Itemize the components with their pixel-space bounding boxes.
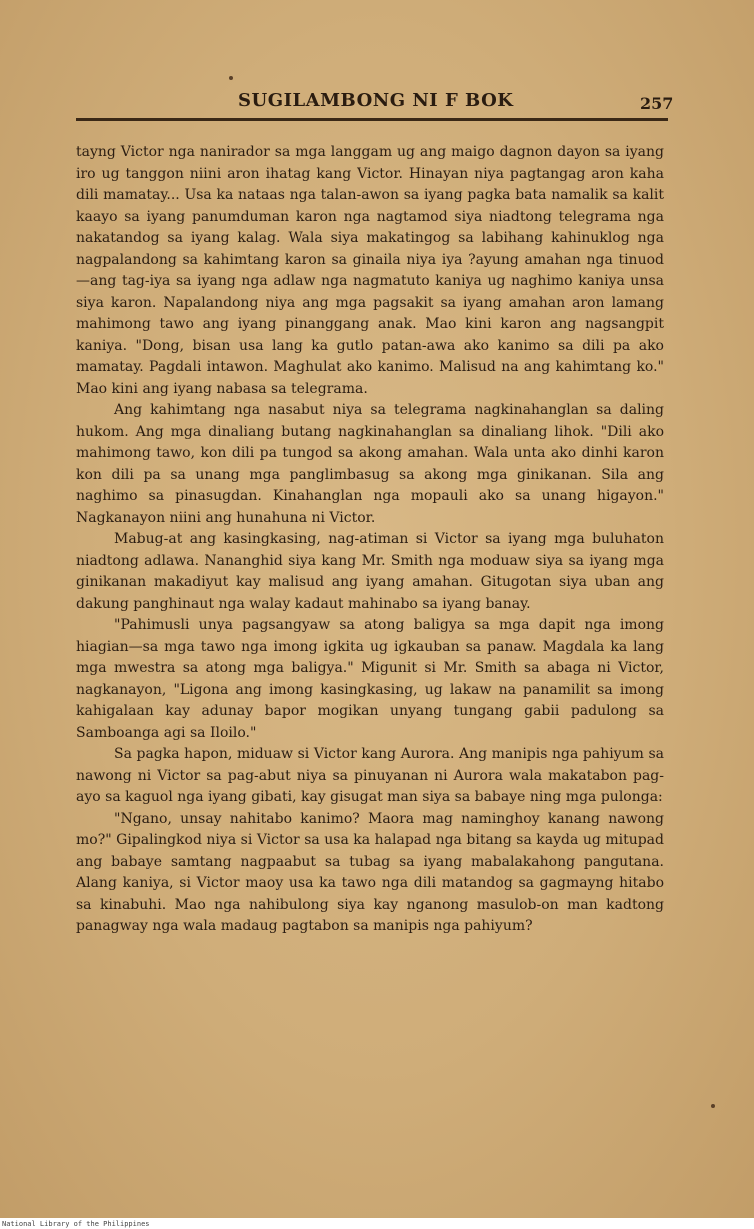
page-number: 257 (640, 94, 674, 113)
paragraph-1: tayng Victor nga nanirador sa mga langgam ug ang maigo dagnon dayon sa iyang iro ug tanggon niini aron ihatag kang Victor. Hinayan niya pagtangag aron kaha dili mamatay... Usa ka nataas nga talan-awon sa iyang pagka bata namalik sa kalit kaayo sa iyang panumduman karon nga nagtamod siya niadtong telegrama nga nakatandog sa iyang kalag. Wala siya makatingog sa labihang kahinuklog nga nagpalandong sa kahimtang karon sa ginaila niya iya ?ayung amahan nga tinuod—ang tag-iya sa iyang nga adlaw nga nagmatuto kaniya ug naghimo kaniya unsa siya karon. Napalandong niya ang mga pagsakit sa iyang amahan aron lamang mahimong tawo ang iyang pinanggang anak. Mao kini karon ang nagsangpit kaniya. "Dong, bisan usa lang ka gutlo patan-awa ako kanimo sa dili pa ako mamatay. Pagdali intawon. Maghulat ako kanimo. Malisud na ang kahimtang ko." Mao kini ang iyang nabasa sa telegrama. (76, 144, 664, 397)
page-header (0, 90, 754, 120)
print-speck (229, 76, 233, 80)
paragraph-4: "Pahimusli unya pagsangyaw sa atong baligya sa mga dapit nga imong hiagian—sa mga tawo nga imong igkita ug igkauban sa panaw. Magdala ka lang mga mwestra sa atong mga baligya." Migunit si Mr. Smith sa abaga ni Victor, nagkanayon, "Ligona ang imong kasingkasing, ug lakaw na panamilit sa imong kahigalaan kay adunay bapor mogikan unyang tungang gabii padulong sa Samboanga agi sa Iloilo." (76, 617, 664, 741)
header-rule (76, 118, 668, 121)
body-text (76, 142, 664, 938)
paragraph-5: Sa pagka hapon, miduaw si Victor kang Aurora. Ang manipis nga pahiyum sa nawong ni Victor sa pag-abut niya sa pinuyanan ni Aurora wala makatabon pag-ayo sa kaguol nga iyang gibati, kay gisugat man siya sa babaye ning mga pulonga: (76, 746, 664, 805)
print-speck (711, 1104, 715, 1108)
running-head: SUGILAMBONG NI F BOK (238, 90, 514, 111)
paragraph-6: "Ngano, unsay nahitabo kanimo? Maora mag naminghoy kanang nawong mo?" Gipalingkod niya si Victor sa usa ka halapad nga bitang sa kayda ug mitupad ang babaye samtang nagpaabut sa tubag sa iyang mabalakahong pangutana. Alang kaniya, si Victor maoy usa ka tawo nga dili matandog sa gagmayng hitabo sa kinabuhi. Mao nga nahibulong siya kay nganong masulob-on man kadtong panagway nga wala madaug pagtabon sa manipis nga pahiyum? (76, 810, 664, 934)
library-credit: National Library of the Philippines (2, 1220, 150, 1228)
paragraph-3: Mabug-at ang kasingkasing, nag-atiman si Victor sa iyang mga buluhaton niadtong adlawa. Nananghid siya kang Mr. Smith nga moduaw siya sa iyang mga ginikanan makadiyut kay malisud ang iyang amahan. Gitugotan siya uban ang dakung panghinaut nga walay kadaut mahinabo sa iyang banay. (76, 531, 664, 612)
paragraph-2: Ang kahimtang nga nasabut niya sa telegrama nagkinahanglan sa daling hukom. Ang mga dinaliang butang nagkinahanglan sa dinaliang lihok. "Dili ako mahimong tawo, kon dili pa tungod sa akong amahan. Wala unta ako dinhi karon kon dili pa sa unang mga panglimbasug sa akong mga ginikanan. Sila ang naghimo sa pinasugdan. Kinahanglan nga mopauli ako sa unang higayon." Nagkanayon niini ang hunahuna ni Victor. (76, 402, 664, 526)
